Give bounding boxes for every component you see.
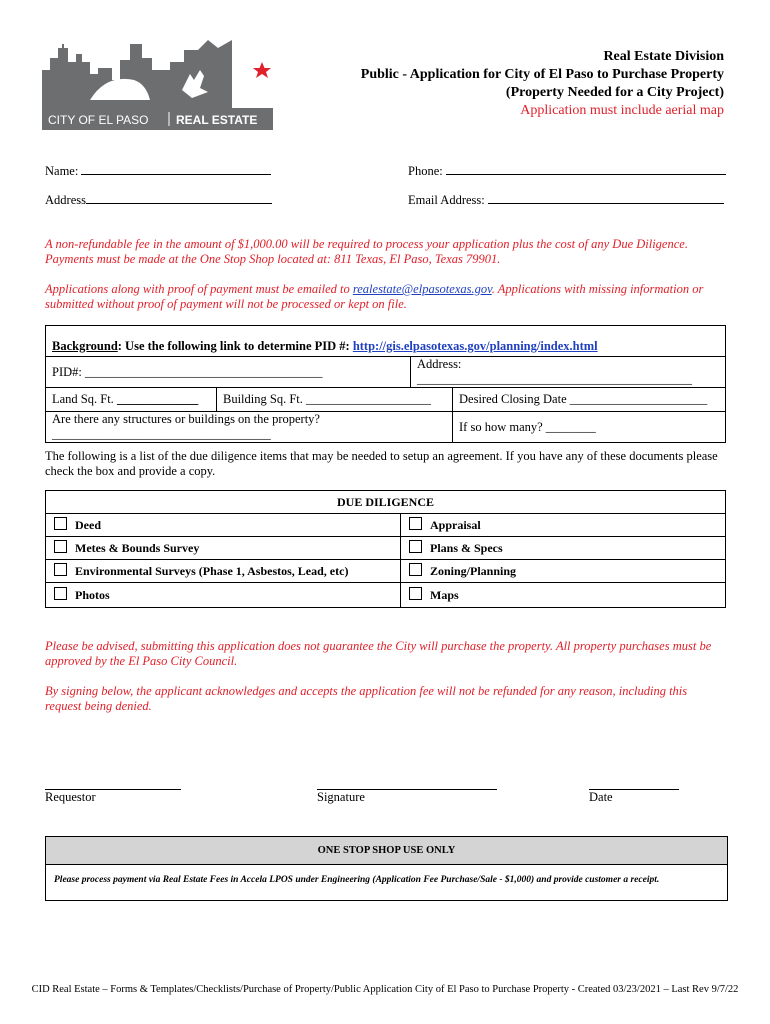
acknowledge-line1: By signing below, the applicant acknowledges and accepts the application fee will not be refunded for any reason, including this xyxy=(45,684,688,698)
address-label: Address xyxy=(45,193,86,207)
city-real-estate-logo xyxy=(42,40,273,130)
checkbox-icon[interactable] xyxy=(409,540,422,553)
due-diligence-intro xyxy=(45,449,735,479)
dd-item-label: Appraisal xyxy=(430,518,481,532)
dd-item-appraisal[interactable] xyxy=(401,514,726,537)
acknowledge-notice xyxy=(45,684,735,714)
one-stop-shop-title: ONE STOP SHOP USE ONLY xyxy=(46,837,727,865)
dd-item-maps[interactable] xyxy=(401,583,726,608)
closing-date-cell[interactable]: Desired Closing Date ______________________ xyxy=(453,388,726,412)
checkbox-icon[interactable] xyxy=(54,563,67,576)
background-table xyxy=(45,325,726,443)
checkbox-icon[interactable] xyxy=(409,517,422,530)
advisory-line2: approved by the El Paso City Council. xyxy=(45,654,238,668)
dd-item-deed[interactable] xyxy=(46,514,401,537)
logo-city-text: CITY OF EL PASO xyxy=(48,113,149,127)
logo-ep-text: EP xyxy=(232,48,254,65)
name-input-line[interactable] xyxy=(81,163,271,175)
date-label: Date xyxy=(589,790,613,804)
land-sqft-blank: _____________ xyxy=(116,392,199,406)
document-header xyxy=(361,48,724,120)
fee-notice xyxy=(45,237,735,267)
email-notice-suffix: . Applications with missing information or xyxy=(491,282,704,296)
phone-field xyxy=(408,163,726,179)
pid-lookup-link[interactable]: http://gis.elpasotexas.gov/planning/index.html xyxy=(352,339,598,353)
dd-item-environmental[interactable] xyxy=(46,560,401,583)
email-input-line[interactable] xyxy=(488,192,724,204)
property-address-cell[interactable]: Address: ____________________________________________ xyxy=(410,357,725,388)
address-input-line[interactable] xyxy=(86,192,272,204)
building-sqft-cell[interactable]: Building Sq. Ft. ____________________ xyxy=(217,388,453,412)
dd-item-plans-specs[interactable] xyxy=(401,537,726,560)
logo-tx-text: TX xyxy=(232,65,253,82)
one-stop-shop-instructions: Please process payment via Real Estate Fees in Accela LPOS under Engineering (Application Fee Purchase/Sale - $1,000) and provide customer a receipt. xyxy=(54,875,660,885)
page-footer: CID Real Estate – Forms & Templates/Checklists/Purchase of Property/Public Application City of El Paso to Purchase Property - Created 03/23/2021 – Last Rev 9/7/22 xyxy=(31,984,739,995)
due-diligence-intro-line2: check the box and provide a copy. xyxy=(45,464,216,478)
due-diligence-intro-line1: The following is a list of the due diligence items that may be needed to setup an agreement. If you have any of these documents please xyxy=(45,449,718,463)
dd-item-metes-bounds[interactable] xyxy=(46,537,401,560)
acknowledge-line2: request being denied. xyxy=(45,699,152,713)
dd-item-label: Deed xyxy=(75,518,101,532)
dd-item-photos[interactable] xyxy=(46,583,401,608)
dd-item-label: Environmental Surveys (Phase 1, Asbestos, Lead, etc) xyxy=(75,564,349,578)
dd-item-label: Maps xyxy=(430,588,459,602)
due-diligence-section xyxy=(45,490,726,608)
address-field xyxy=(45,192,272,208)
email-field xyxy=(408,192,724,208)
checkbox-icon[interactable] xyxy=(54,517,67,530)
header-title: Public - Application for City of El Paso to Purchase Property xyxy=(360,67,724,82)
phone-label: Phone: xyxy=(408,164,443,178)
dd-item-label: Metes & Bounds Survey xyxy=(75,541,200,555)
dd-item-label: Plans & Specs xyxy=(430,541,503,555)
signature-label: Signature xyxy=(317,790,365,804)
email-notice-line2: submitted without proof of payment will not be processed or kept on file. xyxy=(45,297,407,311)
header-subtitle: (Property Needed for a City Project) xyxy=(505,85,724,100)
phone-input-line[interactable] xyxy=(446,163,726,175)
dd-item-zoning[interactable] xyxy=(401,560,726,583)
checkbox-icon[interactable] xyxy=(409,587,422,600)
checkbox-icon[interactable] xyxy=(54,540,67,553)
dd-item-label: Photos xyxy=(75,588,110,602)
checkbox-icon[interactable] xyxy=(54,587,67,600)
structures-cell[interactable]: Are there any structures or buildings on the property? ___________________________________ xyxy=(46,412,453,443)
header-aerial-map-note: Application must include aerial map xyxy=(520,103,724,118)
fee-notice-line1: A non-refundable fee in the amount of $1,000.00 will be required to process your application plus the cost of any Due Diligence. xyxy=(45,237,688,251)
name-label: Name: xyxy=(45,164,79,178)
dd-item-label: Zoning/Planning xyxy=(430,564,517,578)
skyline-logo-graphic xyxy=(42,40,273,130)
how-many-cell[interactable]: If so how many? ________ xyxy=(453,412,726,443)
email-notice-prefix: Applications along with proof of payment must be emailed to xyxy=(45,282,353,296)
requestor-label: Requestor xyxy=(45,790,96,804)
email-notice xyxy=(45,282,735,312)
background-section xyxy=(45,325,726,443)
background-header-cell xyxy=(46,326,726,357)
due-diligence-title: DUE DILIGENCE xyxy=(46,491,726,514)
checkbox-icon[interactable] xyxy=(409,563,422,576)
background-text: : Use the following link to determine PID #: xyxy=(117,339,353,353)
pid-cell[interactable]: PID#: ______________________________________ xyxy=(46,357,411,388)
name-field xyxy=(45,163,271,179)
fee-notice-line2: Payments must be made at the One Stop Shop located at: 811 Texas, El Paso, Texas 79901. xyxy=(45,252,501,266)
realestate-email-link[interactable]: realestate@elpasotexas.gov xyxy=(352,282,492,296)
logo-division-text: REAL ESTATE xyxy=(176,113,258,127)
advisory-notice xyxy=(45,639,735,669)
header-division: Real Estate Division xyxy=(603,49,724,64)
land-sqft-cell[interactable] xyxy=(46,388,217,412)
background-label: Background xyxy=(52,339,118,353)
due-diligence-table xyxy=(45,490,726,608)
email-label: Email Address: xyxy=(408,193,485,207)
advisory-line1: Please be advised, submitting this application does not guarantee the City will purchase the property. All property purchases must be xyxy=(45,639,712,653)
land-sqft-label: Land Sq. Ft. xyxy=(52,392,117,406)
one-stop-shop-box xyxy=(45,836,728,901)
